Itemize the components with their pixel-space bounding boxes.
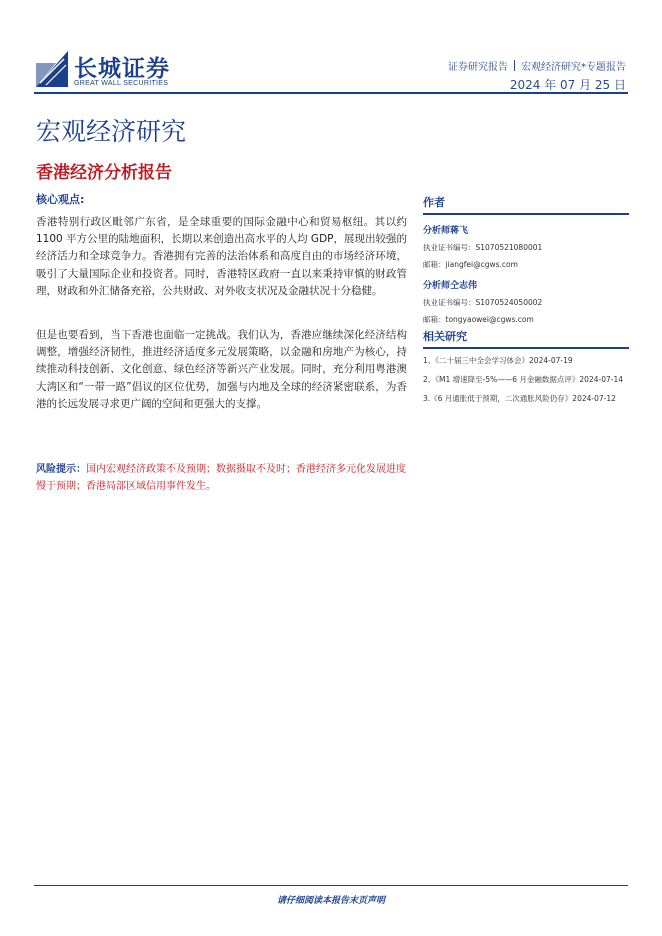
report-meta	[448, 58, 626, 93]
logo-subtitle: GREAT WALL SECURITIES	[74, 80, 169, 87]
header-divider	[34, 92, 628, 94]
report-date: 2024 年 07 月 25 日	[509, 78, 626, 92]
core-paragraph-1: 香港特别行政区毗邻广东省，是全球重要的国际金融中心和贸易枢纽。其以约 1100 平方公里的陆地面积，长期以来创造出高水平的人均 GDP，展现出较强的经济活力和全球竞争力。香港拥有完善的法治体系和高度自由的市场经济环境，吸引了大量国际企业和投资者。同时，香港特区政府一直以来秉持审慎的财政管理，财政和外汇储备充裕，公共财政、对外收支状况及金融状况十分稳健。	[36, 216, 407, 297]
logo-name: 长城证券	[74, 55, 170, 82]
author-heading: 作者	[423, 194, 629, 215]
analyst-name: 分析师蒋飞	[423, 226, 469, 236]
related-item[interactable]: 1、《二十届三中全会学习体会》2024-07-19	[423, 356, 573, 365]
analyst-name: 分析师仝志伟	[423, 281, 478, 291]
report-type: 宏观经济研究*专题报告	[521, 62, 626, 73]
footer-disclaimer: 请仔细阅读本报告末页声明	[276, 896, 385, 906]
related-item[interactable]: 3.《6 月通胀低于预期，二次通胀风险仍存》2024-07-12	[423, 394, 616, 403]
report-subtitle: 香港经济分析报告	[36, 163, 172, 183]
core-views-label: 核心观点:	[36, 193, 85, 206]
related-research-section	[423, 328, 629, 406]
page-title: 宏观经济研究	[36, 117, 187, 146]
footer-divider	[34, 885, 628, 886]
great-wall-logo-icon	[34, 49, 70, 89]
risk-label: 风险提示：	[36, 464, 86, 475]
related-heading: 相关研究	[423, 328, 629, 349]
report-category: 证券研究报告	[448, 62, 508, 73]
analyst-cert: 执业证书编号：S1070524050002	[423, 298, 543, 307]
analyst-email[interactable]: 邮箱：tongyaowei@cgws.com	[423, 315, 534, 324]
author-section	[423, 194, 629, 325]
company-logo	[34, 49, 184, 93]
analyst-email[interactable]: 邮箱：jiangfei@cgws.com	[423, 260, 518, 269]
core-paragraph-2: 但是也要看到，当下香港也面临一定挑战。我们认为，香港应继续深化经济结构调整，增强经济韧性，推进经济适度多元发展策略，以金融和房地产为核心，持续推动科技创新、文化创意、绿色经济等新兴产业发展。同时，充分利用粤港澳大湾区和“一带一路”倡议的区位优势，加强与内地及全球的经济紧密联系，为香港的长远发展寻求更广阔的空间和更强大的支撑。	[36, 329, 407, 410]
separator	[514, 60, 515, 71]
related-item[interactable]: 2、《M1 增速降至-5%——6 月金融数据点评》2024-07-14	[423, 375, 623, 384]
risk-text: 国内宏观经济政策不及预期；数据摄取不及时；香港经济多元化发展进度慢于预期；香港局部区域信用事件发生。	[36, 464, 406, 492]
analyst-cert: 执业证书编号：S1070521080001	[423, 243, 543, 252]
risk-warning	[36, 461, 407, 495]
